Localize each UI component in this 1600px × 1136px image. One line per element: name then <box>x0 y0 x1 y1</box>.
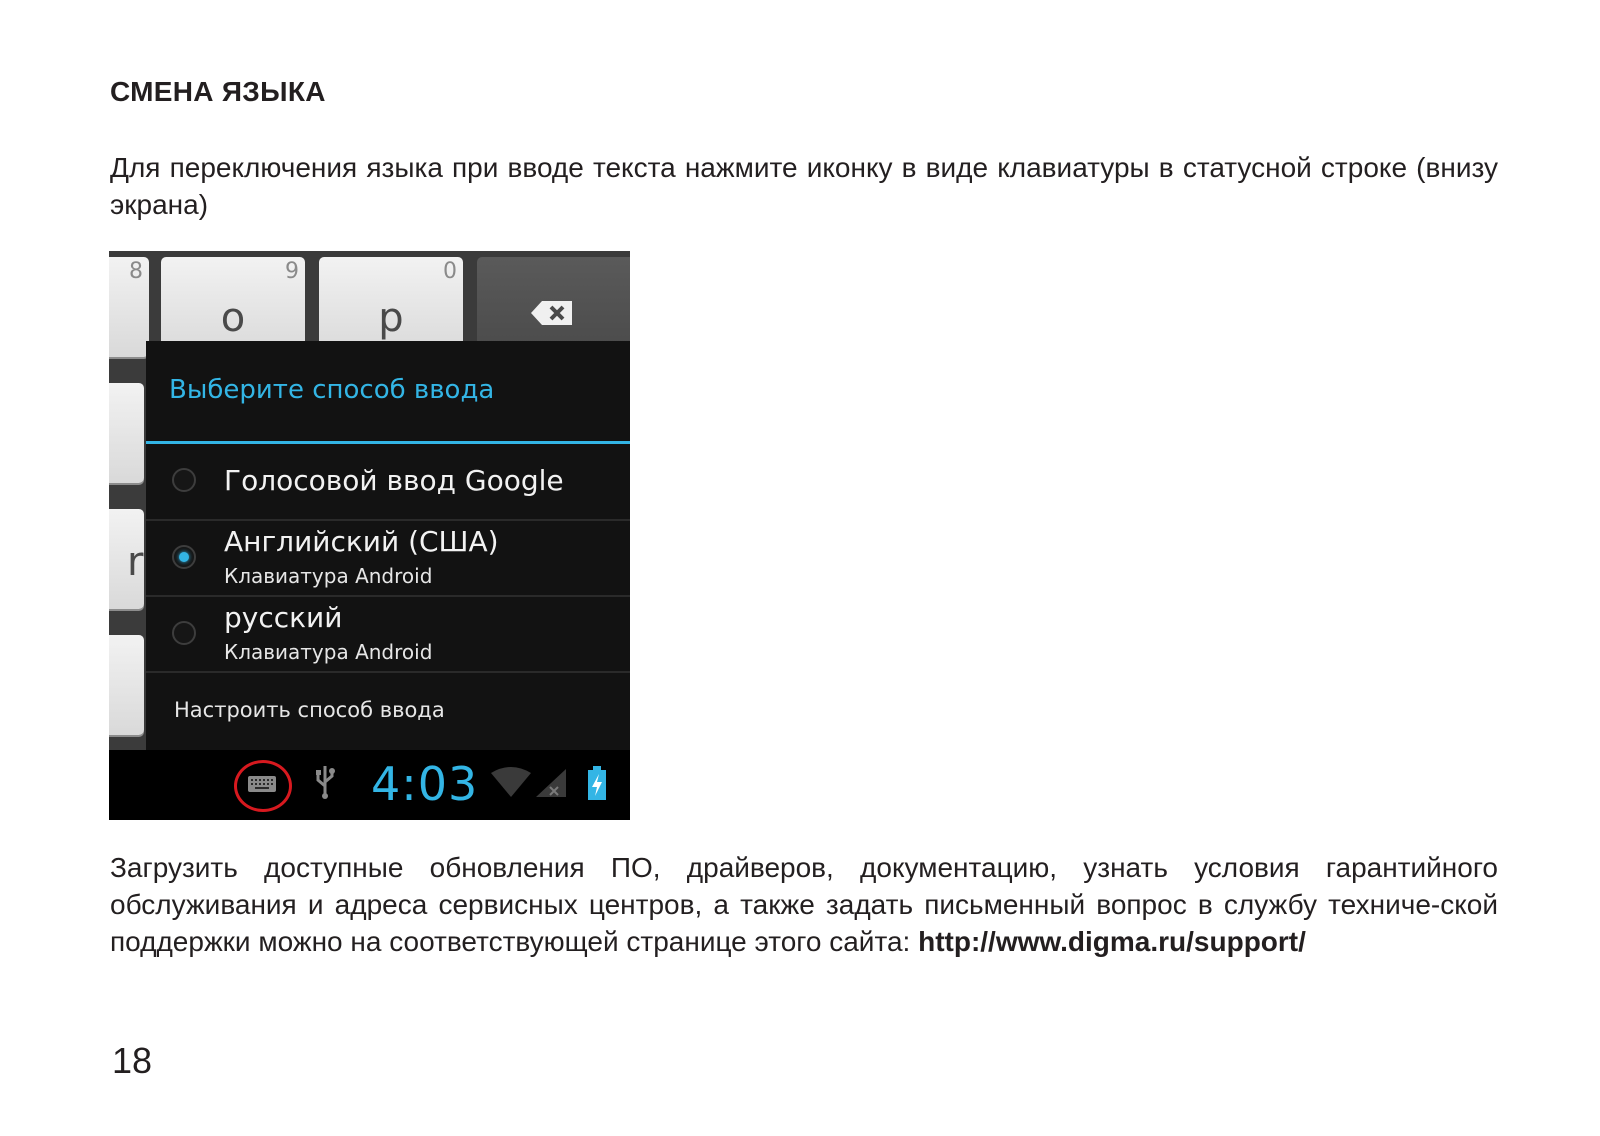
android-screenshot <box>109 251 630 820</box>
keyboard-key-partial <box>109 383 144 483</box>
configure-input-methods[interactable]: Настроить способ ввода <box>174 698 445 722</box>
keyboard-key-partial <box>109 509 144 609</box>
status-bar <box>109 750 630 820</box>
option-subtitle: Клавиатура Android <box>224 640 433 664</box>
input-option-russian[interactable] <box>146 597 630 673</box>
dialog-title: Выберите способ ввода <box>169 375 495 405</box>
key-digit: 8 <box>129 259 143 284</box>
status-clock: 4:03 <box>371 757 479 811</box>
signal-icon <box>534 767 568 799</box>
keyboard-button[interactable] <box>234 760 292 810</box>
key-digit: 0 <box>443 259 457 284</box>
input-option-english[interactable] <box>146 521 630 597</box>
key-letter: r <box>127 539 144 585</box>
intro-paragraph: Для переключения языка при вводе текста нажмите иконку в виде клавиатуры в статусной строке (внизу экрана) <box>110 152 1498 220</box>
support-link[interactable]: http://www.digma.ru/support/ <box>918 926 1306 957</box>
keyboard-icon[interactable] <box>247 775 277 793</box>
input-method-dialog <box>146 341 630 751</box>
key-digit: 9 <box>285 259 299 284</box>
keyboard-key-partial <box>109 635 144 735</box>
usb-icon <box>314 764 336 800</box>
option-title: Голосовой ввод Google <box>224 464 564 497</box>
support-text: Загрузить доступные обновления ПО, драйверов, документацию, узнать условия гарантийного обслуживания и адреса сервисных центров, а также задать письменный вопрос в службу техниче-ской поддержки можно на соответствующей странице этого сайта: <box>110 852 1498 957</box>
radio-button[interactable] <box>172 621 196 645</box>
key-letter: o <box>220 295 246 341</box>
option-title: русский <box>224 601 343 634</box>
input-option-voice[interactable] <box>146 444 630 521</box>
page-heading: СМЕНА ЯЗЫКА <box>110 76 326 107</box>
keyboard-key-partial <box>109 257 149 357</box>
option-subtitle: Клавиатура Android <box>224 564 433 588</box>
support-paragraph <box>110 849 1498 960</box>
wifi-icon <box>489 767 533 799</box>
radio-button[interactable] <box>172 468 196 492</box>
battery-charging-icon <box>586 765 608 801</box>
backspace-icon <box>530 300 574 326</box>
page-number: 18 <box>112 1040 153 1081</box>
key-letter: p <box>378 295 404 341</box>
option-title: Английский (США) <box>224 525 499 558</box>
radio-button-selected[interactable] <box>172 545 196 569</box>
